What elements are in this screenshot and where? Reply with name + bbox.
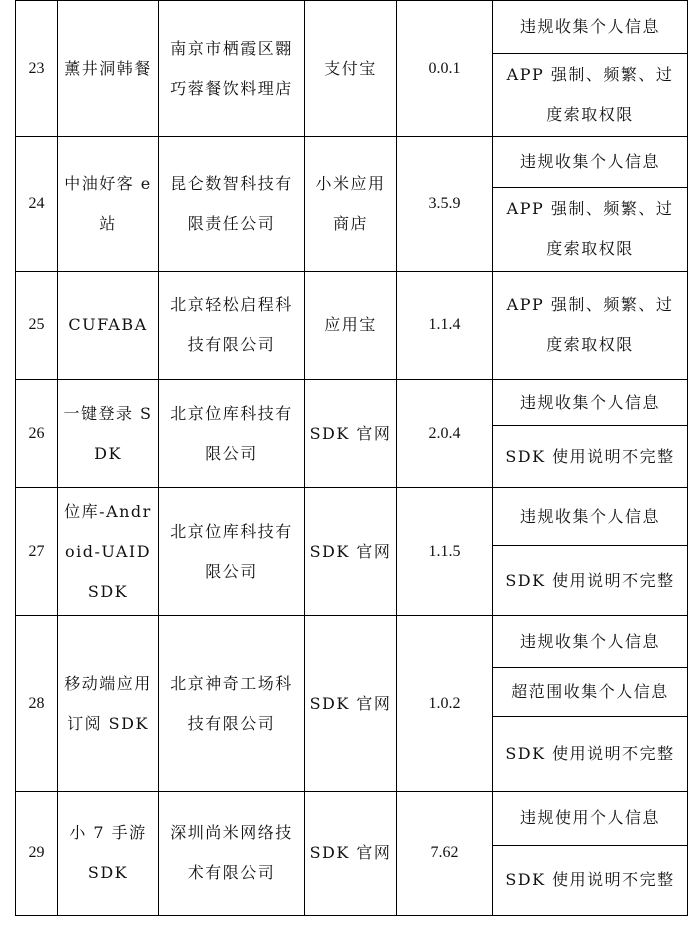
- app-version: 1.1.5: [397, 488, 493, 616]
- issue-cell: APP 强制、频繁、过度索取权限: [493, 272, 688, 380]
- company-name: 北京位库科技有限公司: [159, 488, 305, 616]
- app-store: SDK 官网: [305, 379, 397, 488]
- row-number: 23: [16, 1, 58, 137]
- issue-cell: SDK 使用说明不完整: [493, 426, 688, 488]
- app-name: 中油好客 e 站: [58, 137, 159, 272]
- row-number: 28: [16, 616, 58, 792]
- app-name: 移动端应用订阅 SDK: [58, 616, 159, 792]
- app-name: 一键登录 SDK: [58, 379, 159, 488]
- app-version: 0.0.1: [397, 1, 493, 137]
- app-store: 小米应用商店: [305, 137, 397, 272]
- app-version: 3.5.9: [397, 137, 493, 272]
- row-number: 27: [16, 488, 58, 616]
- violations-table: [15, 0, 688, 916]
- app-version: 7.62: [397, 791, 493, 915]
- issue-cell: 违规收集个人信息: [493, 488, 688, 546]
- app-store: SDK 官网: [305, 616, 397, 792]
- app-name: CUFABA: [58, 272, 159, 380]
- row-number: 24: [16, 137, 58, 272]
- issue-cell: 违规收集个人信息: [493, 1, 688, 54]
- app-version: 1.0.2: [397, 616, 493, 792]
- issue-cell: SDK 使用说明不完整: [493, 716, 688, 791]
- row-number: 26: [16, 379, 58, 488]
- app-name: 薰井洞韩餐: [58, 1, 159, 137]
- issue-cell: APP 强制、频繁、过度索取权限: [493, 53, 688, 136]
- table-body: [16, 1, 688, 916]
- company-name: 南京市栖霞区翾巧蓉餐饮料理店: [159, 1, 305, 137]
- issue-cell: 超范围收集个人信息: [493, 668, 688, 717]
- company-name: 北京位库科技有限公司: [159, 379, 305, 488]
- issue-cell: SDK 使用说明不完整: [493, 845, 688, 915]
- row-number: 29: [16, 791, 58, 915]
- row-number: 25: [16, 272, 58, 380]
- app-store: 应用宝: [305, 272, 397, 380]
- app-version: 2.0.4: [397, 379, 493, 488]
- issue-cell: 违规使用个人信息: [493, 791, 688, 845]
- company-name: 北京神奇工场科技有限公司: [159, 616, 305, 792]
- table-row: [16, 1, 688, 54]
- table-row: [16, 272, 688, 380]
- issue-cell: 违规收集个人信息: [493, 379, 688, 426]
- table-row: [16, 616, 688, 668]
- company-name: 昆仑数智科技有限责任公司: [159, 137, 305, 272]
- table-row: [16, 137, 688, 188]
- app-name: 小 7 手游 SDK: [58, 791, 159, 915]
- table-row: [16, 379, 688, 426]
- app-version: 1.1.4: [397, 272, 493, 380]
- app-store: SDK 官网: [305, 488, 397, 616]
- issue-cell: SDK 使用说明不完整: [493, 546, 688, 616]
- table-row: [16, 488, 688, 546]
- issue-cell: 违规收集个人信息: [493, 137, 688, 188]
- app-store: 支付宝: [305, 1, 397, 137]
- app-name: 位库-Android-UAID SDK: [58, 488, 159, 616]
- company-name: 深圳尚米网络技术有限公司: [159, 791, 305, 915]
- issue-cell: APP 强制、频繁、过度索取权限: [493, 187, 688, 271]
- table-row: [16, 791, 688, 845]
- company-name: 北京轻松启程科技有限公司: [159, 272, 305, 380]
- issue-cell: 违规收集个人信息: [493, 616, 688, 668]
- app-store: SDK 官网: [305, 791, 397, 915]
